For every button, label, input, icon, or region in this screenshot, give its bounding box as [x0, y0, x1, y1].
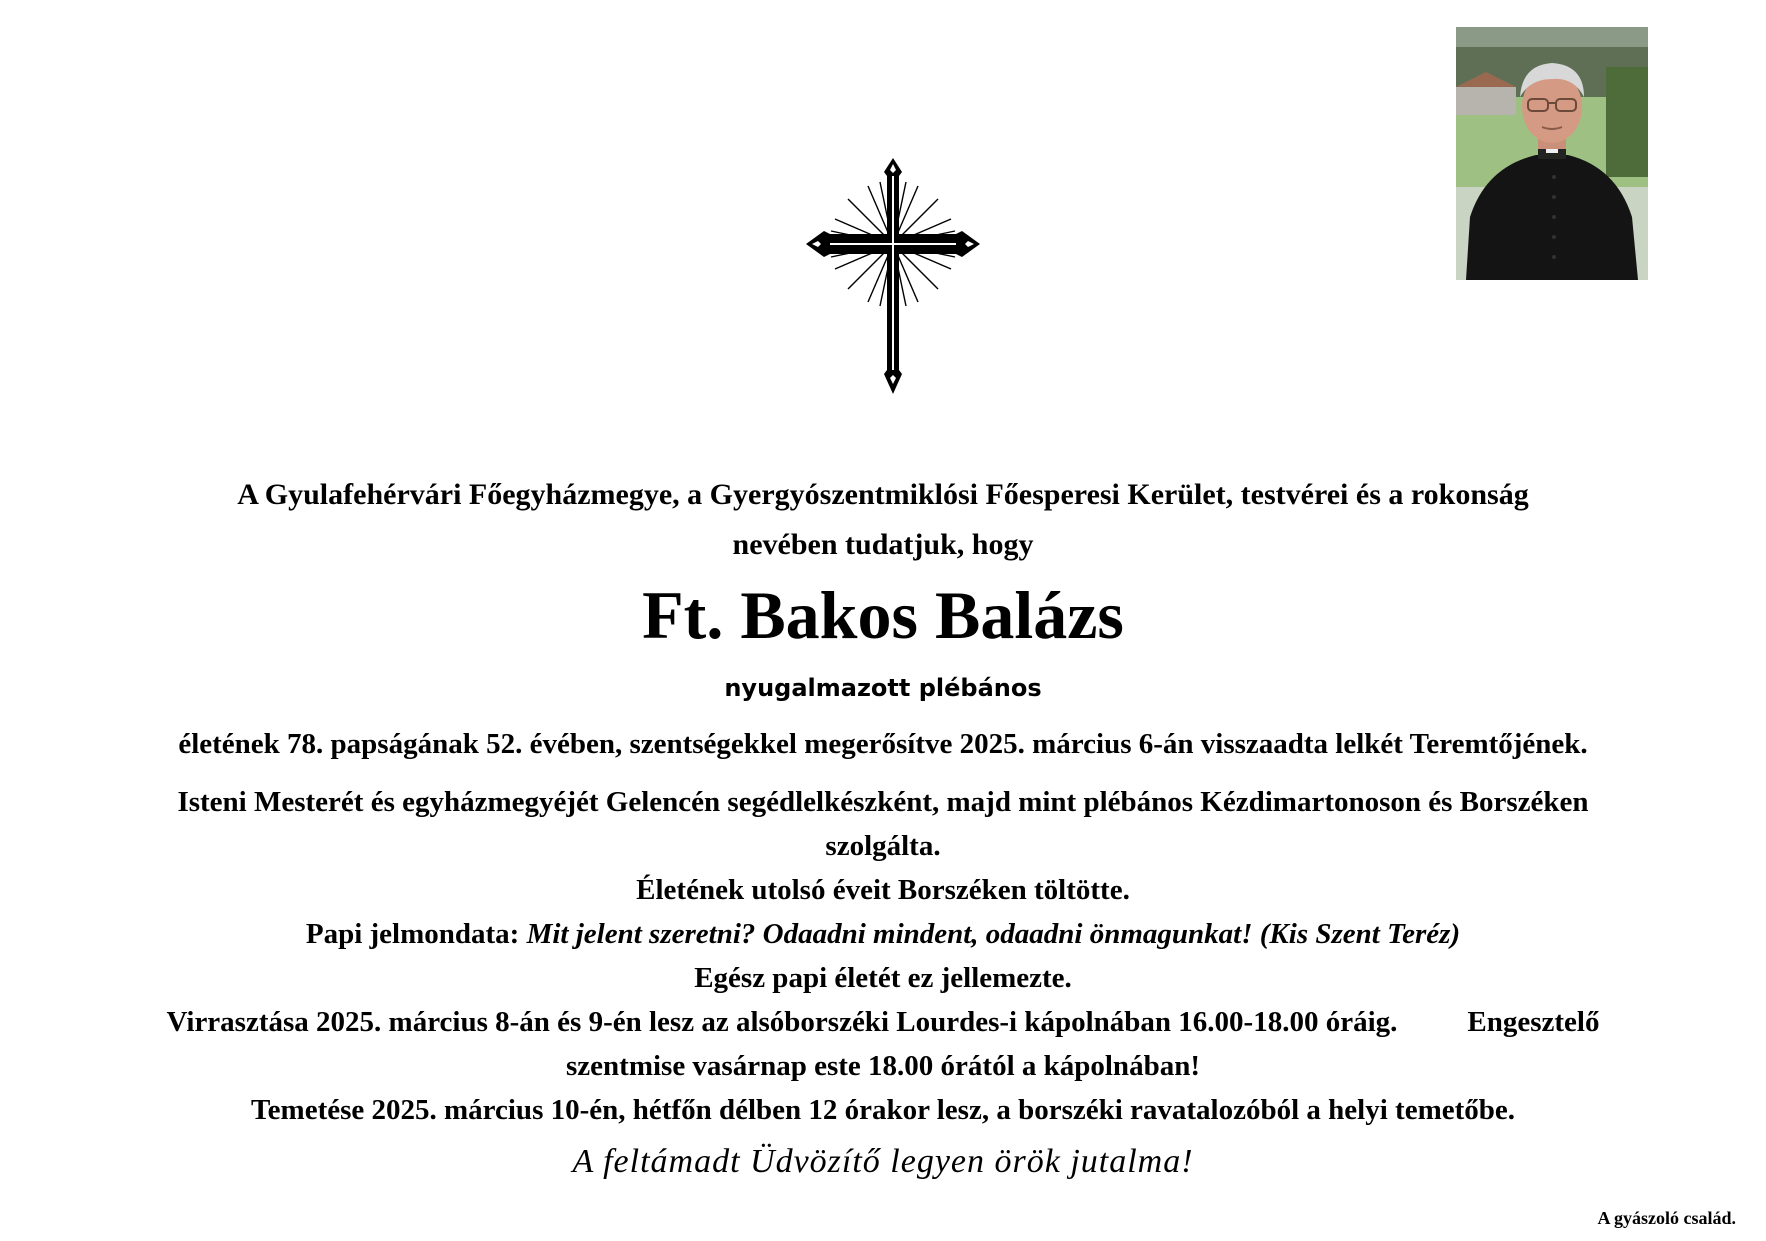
service-line-2: szolgálta.	[825, 830, 941, 862]
portrait-photo	[1456, 27, 1648, 280]
funeral-line: Temetése 2025. március 10-én, hétfőn délben 12 órakor lesz, a borszéki ravatalozóból a helyi temetőbe.	[250, 1094, 1516, 1126]
service-line: Isteni Mesterét és egyházmegyéjét Gelencén segédlelkészként, majd mint plébános Kézdimartonoson és Borszéken	[177, 786, 1589, 818]
vigil-line	[40, 1000, 1726, 1044]
radiant-cross-icon	[806, 158, 980, 394]
vigil-text-b: Engesztelő	[1467, 1006, 1600, 1038]
last-years-line: Életének utolsó éveit Borszéken töltötte.	[636, 874, 1130, 906]
vigil-text: Virrasztása 2025. március 8-án és 9-én lesz az alsóborszéki Lourdes-i kápolnában 16.00-18.00 óráig.	[166, 1006, 1398, 1038]
motto-after-line: Egész papi életét ez jellemezte.	[694, 962, 1072, 994]
death-line: életének 78. papságának 52. évében, szentségekkel megerősítve 2025. március 6-án visszaadta lelkét Teremtőjének.	[178, 728, 1588, 760]
signature: A gyászoló család.	[1597, 1208, 1736, 1228]
motto-line	[40, 912, 1726, 956]
obituary-text	[40, 470, 1726, 1186]
intro-line-2: nevében tudatjuk, hogy	[732, 528, 1034, 561]
motto-label: Papi jelmondata:	[305, 918, 527, 950]
closing-line: A feltámadt Üdvözítő legyen örök jutalma!	[572, 1143, 1194, 1180]
intro-line: A Gyulafehérvári Főegyházmegye, a Gyergyószentmiklósi Főesperesi Kerület, testvérei és a rokonság	[237, 478, 1529, 511]
deceased-name: Ft. Bakos Balázs	[642, 577, 1124, 653]
deceased-rank: nyugalmazott plébános	[724, 674, 1042, 702]
motto-text: Mit jelent szeretni? Odaadni mindent, odaadni önmagunkat! (Kis Szent Teréz)	[526, 918, 1461, 950]
vigil-line-2: szentmise vasárnap este 18.00 órától a kápolnában!	[566, 1050, 1200, 1082]
